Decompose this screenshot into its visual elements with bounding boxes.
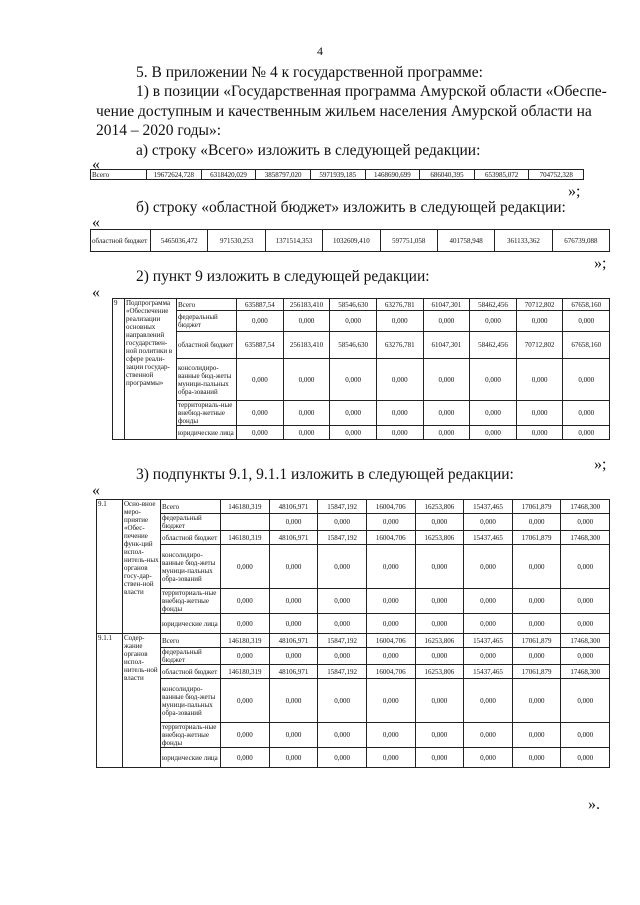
table-cell: 0,000 bbox=[330, 401, 377, 426]
quote-open: « bbox=[92, 482, 100, 499]
table-cell: 15437,465 bbox=[464, 665, 513, 679]
table-row bbox=[97, 748, 610, 768]
table-row bbox=[113, 359, 610, 401]
table-cell: 0,000 bbox=[415, 614, 464, 634]
table-cell: 0,000 bbox=[561, 614, 610, 634]
quote-open: « bbox=[92, 284, 100, 301]
table-cell: 0,000 bbox=[318, 514, 367, 531]
table-cell: 0,000 bbox=[366, 614, 415, 634]
paragraph-5-b: б) строку «областной бюджет» изложить в следующей редакции: bbox=[136, 199, 566, 216]
table-cell: 15847,192 bbox=[318, 531, 367, 545]
table-cell: 0,000 bbox=[221, 723, 270, 748]
table-cell: юридические лица bbox=[161, 748, 221, 768]
table-cell: 0,000 bbox=[318, 614, 367, 634]
table-cell: 15847,192 bbox=[318, 500, 367, 514]
table-cell: 0,000 bbox=[366, 514, 415, 531]
table-row bbox=[97, 648, 610, 665]
table-cell: 0,000 bbox=[330, 311, 377, 332]
table-cell: 0,000 bbox=[269, 514, 318, 531]
table-cell: 5971939,185 bbox=[310, 170, 365, 180]
table-cell: 686040,395 bbox=[420, 170, 475, 180]
regional-row bbox=[91, 230, 610, 252]
table-cell: 17061,879 bbox=[512, 634, 561, 648]
table-cell: 1032609,410 bbox=[323, 230, 380, 252]
table-cell: 0,000 bbox=[423, 311, 470, 332]
table-cell: 16004,706 bbox=[366, 634, 415, 648]
table-cell: 3858797,020 bbox=[256, 170, 311, 180]
table-cell: 0,000 bbox=[464, 648, 513, 665]
table-cell: 971530,253 bbox=[208, 230, 265, 252]
table-cell: 16004,706 bbox=[366, 500, 415, 514]
table-cell: 17061,879 bbox=[512, 500, 561, 514]
table-cell: 0,000 bbox=[237, 401, 284, 426]
table-cell: 0,000 bbox=[464, 514, 513, 531]
table-cell: 0,000 bbox=[415, 545, 464, 589]
table-row bbox=[97, 500, 610, 514]
table-cell: юридические лица bbox=[161, 614, 221, 634]
table-cell: 146180,319 bbox=[221, 531, 270, 545]
table-cell: областной бюджет bbox=[91, 230, 151, 252]
table-cell bbox=[221, 514, 270, 531]
table-cell: 16253,806 bbox=[415, 634, 464, 648]
table-row bbox=[97, 634, 610, 648]
table-cell: 0,000 bbox=[516, 426, 563, 440]
table-cell: федеральный бюджет bbox=[177, 311, 237, 332]
page-number: 4 bbox=[317, 44, 323, 58]
table-cell: 0,000 bbox=[330, 426, 377, 440]
table-cell: 19672624,728 bbox=[147, 170, 202, 180]
table-cell: 70712,802 bbox=[516, 299, 563, 311]
total-row-table bbox=[90, 169, 584, 180]
table-cell: 0,000 bbox=[464, 748, 513, 768]
table-cell: 6318420,029 bbox=[201, 170, 256, 180]
table-row bbox=[113, 311, 610, 332]
table-cell: областной бюджет bbox=[161, 531, 221, 545]
table-cell: 0,000 bbox=[415, 723, 464, 748]
table-cell: 0,000 bbox=[561, 514, 610, 531]
table-cell: областной бюджет bbox=[177, 332, 237, 359]
table-cell: 0,000 bbox=[221, 589, 270, 614]
table-cell: 48106,971 bbox=[269, 500, 318, 514]
table-cell: 401758,948 bbox=[437, 230, 494, 252]
table-cell: 146180,319 bbox=[221, 665, 270, 679]
table-cell: 0,000 bbox=[512, 589, 561, 614]
table-cell: 0,000 bbox=[563, 311, 610, 332]
table-cell: 0,000 bbox=[423, 426, 470, 440]
table-cell: 0,000 bbox=[512, 648, 561, 665]
table-cell: 15437,465 bbox=[464, 500, 513, 514]
table-cell: 0,000 bbox=[269, 589, 318, 614]
table-cell: 61047,301 bbox=[423, 299, 470, 311]
table-cell: 0,000 bbox=[563, 426, 610, 440]
table-cell: 0,000 bbox=[464, 545, 513, 589]
table-cell: 48106,971 bbox=[269, 634, 318, 648]
table-cell: 0,000 bbox=[376, 359, 423, 401]
table-cell: 0,000 bbox=[415, 589, 464, 614]
table-row bbox=[113, 401, 610, 426]
paragraph-5-a: а) строку «Всего» изложить в следующей редакции: bbox=[136, 142, 481, 159]
table-cell: 0,000 bbox=[330, 359, 377, 401]
table-cell: 0,000 bbox=[516, 311, 563, 332]
table-cell: 58462,456 bbox=[470, 332, 517, 359]
regional-row-table bbox=[90, 229, 610, 252]
table-cell: 0,000 bbox=[563, 401, 610, 426]
table-cell: 0,000 bbox=[512, 748, 561, 768]
table-cell: 0,000 bbox=[366, 748, 415, 768]
table-cell: 0,000 bbox=[512, 514, 561, 531]
paragraph-5: 5. В приложении № 4 к государственной программе: bbox=[136, 64, 483, 81]
table-cell: 0,000 bbox=[221, 679, 270, 723]
table-cell: 0,000 bbox=[561, 679, 610, 723]
quote-close: »; bbox=[568, 183, 581, 200]
table-cell: 48106,971 bbox=[269, 531, 318, 545]
paragraph-5-1-line1: 1) в позиции «Государственная программа Амурской области «Обеспе- bbox=[136, 83, 607, 100]
table-cell: 70712,802 bbox=[516, 332, 563, 359]
table-cell: 0,000 bbox=[366, 648, 415, 665]
table-cell: 0,000 bbox=[512, 723, 561, 748]
table-row bbox=[97, 589, 610, 614]
table-cell: Подпрограмма «Обеспечение реализации основных направлений государствен-ной политики в сфере реали-зации государ-ственной программы» bbox=[125, 299, 177, 440]
quote-close: »; bbox=[594, 456, 607, 473]
table-cell: 0,000 bbox=[221, 614, 270, 634]
table-cell: 0,000 bbox=[561, 545, 610, 589]
table-cell: 9.1 bbox=[97, 500, 123, 634]
table-cell: территориаль-ные внебюд-жетные фонды bbox=[161, 589, 221, 614]
quote-close: »; bbox=[594, 255, 607, 272]
table-cell: 0,000 bbox=[318, 545, 367, 589]
table-cell: 0,000 bbox=[269, 614, 318, 634]
table-cell: 653985,072 bbox=[474, 170, 529, 180]
table-cell: 16253,806 bbox=[415, 665, 464, 679]
paragraph-2: 2) пункт 9 изложить в следующей редакции: bbox=[136, 268, 430, 285]
table-cell: консолидиро-ванные бюд-жеты муници-пальных обра-зований bbox=[161, 545, 221, 589]
table-cell: 16004,706 bbox=[366, 665, 415, 679]
table-cell: 0,000 bbox=[318, 748, 367, 768]
table-cell: 0,000 bbox=[318, 648, 367, 665]
table-cell: 0,000 bbox=[464, 679, 513, 723]
table-cell: 5465036,472 bbox=[151, 230, 208, 252]
table-cell: 9.1.1 bbox=[97, 634, 123, 768]
table-cell: 256183,410 bbox=[283, 299, 330, 311]
table-cell: 58462,456 bbox=[470, 299, 517, 311]
table-cell: 146180,319 bbox=[221, 634, 270, 648]
table-row bbox=[97, 531, 610, 545]
table-cell: федеральный бюджет bbox=[161, 648, 221, 665]
table-cell: 17468,300 bbox=[561, 531, 610, 545]
table-cell: 597751,058 bbox=[380, 230, 437, 252]
paragraph-5-1-line2: чение доступным и качественным жильем населения Амурской области на bbox=[96, 103, 592, 120]
table-cell: 704752,328 bbox=[529, 170, 584, 180]
table-cell: 0,000 bbox=[563, 359, 610, 401]
table-cell: 0,000 bbox=[415, 648, 464, 665]
table-cell: 16004,706 bbox=[366, 531, 415, 545]
paragraph-3: 3) подпункты 9.1, 9.1.1 изложить в следующей редакции: bbox=[136, 466, 514, 483]
table-cell: 0,000 bbox=[512, 545, 561, 589]
table-cell: 1371514,353 bbox=[265, 230, 322, 252]
table-cell: территориаль-ные внебюд-жетные фонды bbox=[161, 723, 221, 748]
table-cell: 0,000 bbox=[470, 311, 517, 332]
table-cell: 48106,971 bbox=[269, 665, 318, 679]
table-cell: 635887,54 bbox=[237, 299, 284, 311]
table-cell: Содер-жание органов испол-нитель-ной власти bbox=[123, 634, 161, 768]
table-cell: 0,000 bbox=[269, 748, 318, 768]
table-cell: 0,000 bbox=[415, 679, 464, 723]
table-cell: 0,000 bbox=[269, 679, 318, 723]
table-cell: 58546,630 bbox=[330, 332, 377, 359]
table-row bbox=[97, 545, 610, 589]
table-row bbox=[97, 679, 610, 723]
table-cell: 0,000 bbox=[376, 311, 423, 332]
table-cell: 0,000 bbox=[516, 401, 563, 426]
table-cell: 0,000 bbox=[283, 311, 330, 332]
table-cell: 17468,300 bbox=[561, 665, 610, 679]
table-cell: консолидиро-ванные бюд-жеты муници-пальных обра-зований bbox=[177, 359, 237, 401]
table-cell: 0,000 bbox=[512, 614, 561, 634]
table-cell: 1468690,699 bbox=[365, 170, 420, 180]
table-row bbox=[97, 723, 610, 748]
table-cell: 58546,630 bbox=[330, 299, 377, 311]
table-cell: 0,000 bbox=[464, 723, 513, 748]
table-cell: 0,000 bbox=[318, 679, 367, 723]
table-cell: 0,000 bbox=[512, 679, 561, 723]
table-cell: 0,000 bbox=[221, 648, 270, 665]
table-cell: 0,000 bbox=[237, 426, 284, 440]
table-cell: 146180,319 bbox=[221, 500, 270, 514]
table-cell: 63276,781 bbox=[376, 299, 423, 311]
item-9-table bbox=[112, 298, 610, 440]
table-cell: Осно-вное меро-приятие «Обес-печение функ-ций испол-нитель-ных органов госу-дар-ствен-ной власти bbox=[123, 500, 161, 634]
table-cell: 17061,879 bbox=[512, 531, 561, 545]
table-cell: 17468,300 bbox=[561, 634, 610, 648]
table-cell: Всего bbox=[177, 299, 237, 311]
table-cell: Всего bbox=[161, 500, 221, 514]
table-row bbox=[97, 665, 610, 679]
table-cell: 16253,806 bbox=[415, 531, 464, 545]
table-cell: 0,000 bbox=[423, 359, 470, 401]
table-cell: 0,000 bbox=[561, 648, 610, 665]
table-cell: 67658,160 bbox=[563, 299, 610, 311]
table-cell: 0,000 bbox=[470, 401, 517, 426]
table-cell: 0,000 bbox=[283, 401, 330, 426]
quote-open: « bbox=[92, 214, 100, 231]
table-cell: 0,000 bbox=[221, 545, 270, 589]
table-cell: 0,000 bbox=[366, 589, 415, 614]
table-cell: 63276,781 bbox=[376, 332, 423, 359]
table-cell: 0,000 bbox=[269, 723, 318, 748]
table-cell: 15437,465 bbox=[464, 531, 513, 545]
table-row bbox=[97, 614, 610, 634]
table-cell: 0,000 bbox=[470, 426, 517, 440]
table-cell: 635887,54 bbox=[237, 332, 284, 359]
table-cell: 0,000 bbox=[516, 359, 563, 401]
table-cell: 15847,192 bbox=[318, 634, 367, 648]
table-cell: 9 bbox=[113, 299, 125, 440]
table-cell: 0,000 bbox=[376, 426, 423, 440]
table-cell: 256183,410 bbox=[283, 332, 330, 359]
table-cell: 0,000 bbox=[366, 679, 415, 723]
table-cell: 0,000 bbox=[423, 401, 470, 426]
table-cell: 0,000 bbox=[269, 648, 318, 665]
table-cell: областной бюджет bbox=[161, 665, 221, 679]
table-cell: 17061,879 bbox=[512, 665, 561, 679]
table-cell: 15437,465 bbox=[464, 634, 513, 648]
table-cell: 0,000 bbox=[470, 359, 517, 401]
table-cell: 0,000 bbox=[561, 748, 610, 768]
table-cell: 0,000 bbox=[318, 723, 367, 748]
table-cell: консолидиро-ванные бюд-жеты муници-пальных обра-зований bbox=[161, 679, 221, 723]
table-cell: Всего bbox=[161, 634, 221, 648]
table-cell: 0,000 bbox=[269, 545, 318, 589]
table-cell: 0,000 bbox=[318, 589, 367, 614]
table-cell: 0,000 bbox=[561, 723, 610, 748]
table-row bbox=[113, 332, 610, 359]
item-9-1-table bbox=[96, 499, 610, 768]
table-cell: 0,000 bbox=[283, 359, 330, 401]
table-cell: 361133,362 bbox=[495, 230, 552, 252]
table-cell: 0,000 bbox=[221, 748, 270, 768]
table-cell: 67658,160 bbox=[563, 332, 610, 359]
table-cell: 0,000 bbox=[415, 514, 464, 531]
table-cell: 0,000 bbox=[366, 545, 415, 589]
table-cell: федеральный бюджет bbox=[161, 514, 221, 531]
table-cell: 0,000 bbox=[561, 589, 610, 614]
table-cell: 0,000 bbox=[464, 614, 513, 634]
table-cell: 676739,088 bbox=[552, 230, 609, 252]
table-cell: 17468,300 bbox=[561, 500, 610, 514]
table-row bbox=[113, 299, 610, 311]
table-cell: юридические лица bbox=[177, 426, 237, 440]
table-cell: 61047,301 bbox=[423, 332, 470, 359]
quote-close-final: ». bbox=[588, 796, 600, 813]
quote-open: « bbox=[92, 156, 100, 173]
table-cell: 0,000 bbox=[376, 401, 423, 426]
table-cell: 0,000 bbox=[366, 723, 415, 748]
table-cell: 15847,192 bbox=[318, 665, 367, 679]
table-cell: 0,000 bbox=[464, 589, 513, 614]
table-cell: 0,000 bbox=[237, 311, 284, 332]
table-row bbox=[113, 426, 610, 440]
table-row bbox=[97, 514, 610, 531]
paragraph-5-1-line3: 2014 – 2020 годы»: bbox=[96, 122, 222, 139]
table-cell: 0,000 bbox=[283, 426, 330, 440]
table-cell: 0,000 bbox=[415, 748, 464, 768]
table-cell: Всего bbox=[91, 170, 147, 180]
table-cell: 0,000 bbox=[237, 359, 284, 401]
table-cell: 16253,806 bbox=[415, 500, 464, 514]
table-cell: территориаль-ные внебюд-жетные фонды bbox=[177, 401, 237, 426]
total-row bbox=[91, 170, 584, 180]
